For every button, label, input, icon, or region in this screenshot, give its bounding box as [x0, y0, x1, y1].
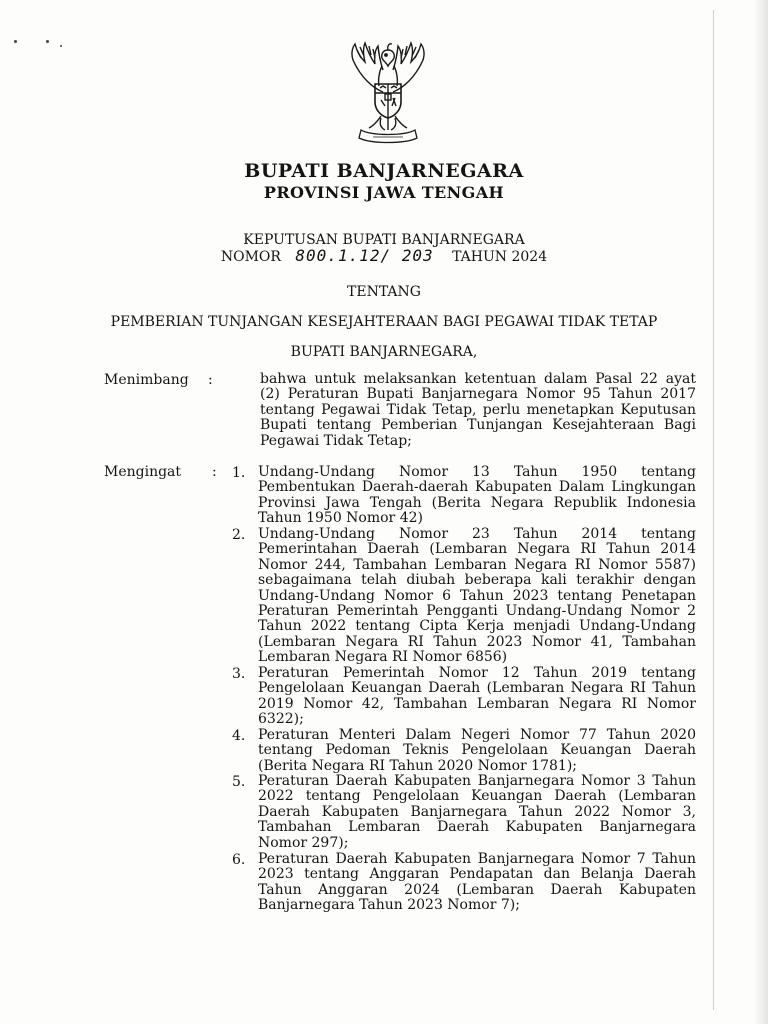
scan-speck [14, 40, 17, 43]
scan-speck [46, 40, 49, 43]
menimbang-label: Menimbang [104, 372, 189, 388]
scan-speck [60, 45, 62, 47]
mengingat-item-text: Undang-Undang Nomor 13 Tahun 1950 tentang Pembentukan Daerah-daerah Kabupaten Dalam Lingkungan Provinsi Jawa Tengah (Berita Negara Republik Indonesia Tahun 1950 Nomor 42) [258, 464, 696, 527]
mengingat-item-number: 6. [232, 852, 246, 868]
mengingat-item-number: 3. [232, 666, 246, 682]
mengingat-label: Mengingat [104, 464, 182, 480]
mengingat-item-number: 4. [232, 728, 246, 744]
garuda-emblem-icon [343, 36, 433, 148]
mengingat-item-number: 2. [232, 527, 246, 543]
decree-type: KEPUTUSAN BUPATI BANJARNEGARA [243, 232, 525, 248]
mengingat-item-text: Undang-Undang Nomor 23 Tahun 2014 tentang Pemerintahan Daerah (Lembaran Negara RI Tahun 2014 Nomor 244, Tambahan Lembaran Negara RI Nomor 5587) sebagaimana telah diubah beberapa kali terakhir dengan Undang-Undang Nomor 6 Tahun 2023 tentang Penetapan Peraturan Pemerintah Pengganti Undang-Undang Nomor 2 Tahun 2022 tentang Cipta Kerja menjadi Undang-Undang (Lembaran Negara RI Tahun 2023 Nomor 41, Tambahan Lembaran Negara RI Nomor 6856) [258, 526, 696, 666]
mengingat-item-number: 5. [232, 774, 246, 790]
menimbang-colon: : [208, 372, 213, 388]
menimbang-text: bahwa untuk melaksankan ketentuan dalam Pasal 22 ayat (2) Peraturan Bupati Banjarnegara Nomor 95 Tahun 2017 tentang Pegawai Tidak Tetap, perlu menetapkan Keputusan Bupati tentang Pemberian Tunjangan Kesejahteraan Bagi Pegawai Tidak Tetap; [260, 371, 696, 449]
mengingat-item-text: Peraturan Daerah Kabupaten Banjarnegara Nomor 3 Tahun 2022 tentang Pengelolaan Keuangan Daerah (Lembaran Daerah Kabupaten Banjarnegara Tahun 2022 Nomor 3, Tambahan Lembaran Daerah Kabupaten Banjarnegara Nomor 297); [258, 773, 696, 851]
decree-issuer: BUPATI BANJARNEGARA, [290, 344, 478, 360]
decree-number-line [0, 246, 768, 265]
tentang-heading: TENTANG [347, 284, 421, 300]
page-subtitle: PROVINSI JAWA TENGAH [263, 183, 505, 202]
mengingat-item-text: Peraturan Daerah Kabupaten Banjarnegara Nomor 7 Tahun 2023 tentang Anggaran Pendapatan dan Belanja Daerah Tahun Anggaran 2024 (Lembaran Daerah Kabupaten Banjarnegara Tahun 2023 Nomor 7); [258, 851, 696, 914]
nomor-label: NOMOR [220, 249, 281, 265]
mengingat-item-number: 1. [232, 465, 246, 481]
page-edge-shadow [754, 0, 768, 1024]
page-title: BUPATI BANJARNEGARA [244, 160, 524, 182]
mengingat-item-text: Peraturan Pemerintah Nomor 12 Tahun 2019 tentang Pengelolaan Keuangan Daerah (Lembaran Negara RI Tahun 2019 Nomor 42, Tambahan Lembaran Negara RI Nomor 6322); [258, 665, 696, 728]
nomor-value-handwritten: 800.1.12/ 203 [295, 246, 434, 265]
mengingat-item-text: Peraturan Menteri Dalam Negeri Nomor 77 Tahun 2020 tentang Pedoman Teknis Pengelolaan Keuangan Daerah (Berita Negara RI Tahun 2020 Nomor 1781); [258, 727, 696, 774]
mengingat-colon: : [212, 464, 217, 480]
decree-subject: PEMBERIAN TUNJANGAN KESEJAHTERAAN BAGI PEGAWAI TIDAK TETAP [110, 314, 658, 330]
decree-year: TAHUN 2024 [452, 249, 548, 265]
